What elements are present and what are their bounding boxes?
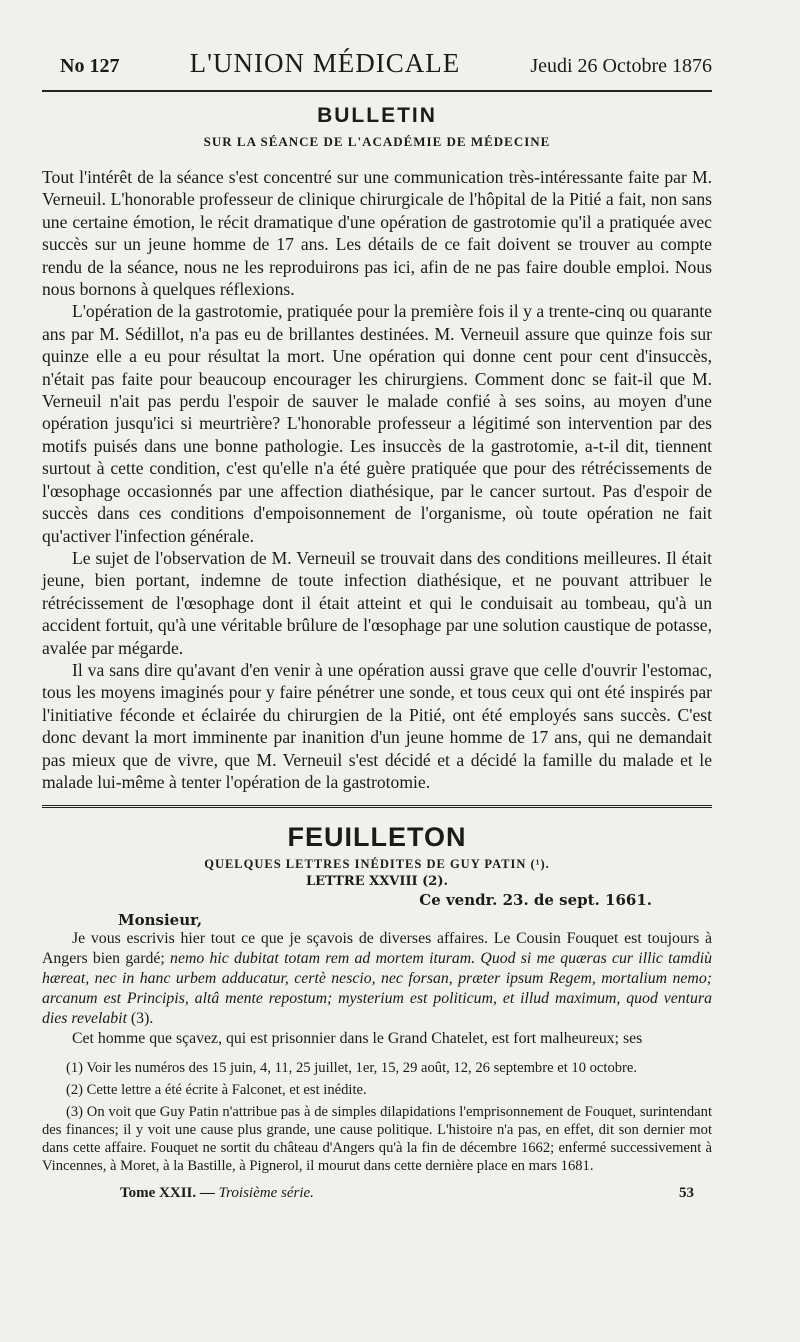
footnotes — [42, 1059, 712, 1175]
series: Troisième série. — [218, 1185, 314, 1202]
footnote: (2) Cette lettre a été écrite à Falconet, et est inédite. — [66, 1082, 367, 1099]
volume-info — [120, 1185, 314, 1202]
page-footer — [42, 1185, 712, 1202]
letter-body — [42, 929, 712, 1049]
letter-number: LETTRE XXVIII (2). — [305, 874, 449, 890]
journal-title: L'UNION MÉDICALE — [189, 48, 461, 78]
issue-date: Jeudi 26 Octobre 1876 — [530, 55, 712, 77]
feuilleton-title: FEUILLETON — [287, 822, 467, 853]
letter-salutation: Monsieur, — [118, 911, 203, 930]
letter-paragraph — [42, 929, 712, 1029]
tome: Tome XXII. — — [120, 1185, 215, 1202]
letter-date: Ce vendr. 23. de sept. 1661. — [419, 891, 652, 910]
bulletin-paragraph: Le sujet de l'observation de M. Verneuil se trouvait dans des conditions meilleures. Il était jeune, bien portant, indemne de toute infection diathésique, et ne pouvant attribuer le rétrécissement de l'œsophage dont il était atteint et qui le conduisait au tombeau, qu'à un accident fortuit, qu'à une véritable brûlure de l'œsophage par une solution caustique de potasse, avalée par mégarde. — [42, 547, 712, 658]
bulletin-title: BULLETIN — [317, 104, 437, 127]
feuilleton-subtitle: QUELQUES LETTRES INÉDITES DE GUY PATIN (¹). — [204, 857, 550, 872]
section-divider — [42, 805, 712, 808]
bulletin-paragraph: L'opération de la gastrotomie, pratiquée pour la première fois il y a trente-cinq ou quarante ans par M. Sédillot, n'a pas eu de brillantes destinées. M. Verneuil assure que quinze fois sur quinze elle a eu pour résultat la mort. Une opération qui donne cent pour cent d'insuccès, n'était pas faite pour beaucoup encourager les chirurgiens. Comment donc se fait-il que M. Verneuil n'ait pas perdu l'espoir de sauver le malade confié à ses soins, au moyen d'une opération jusqu'ici si meurtrière? L'honorable professeur a légitimé son intervention par des motifs puisés dans une bonne pathologie. Les insuccès de la gastrotomie, a-t-il dit, tiennent surtout à cette condition, c'est qu'elle n'a été guère pratiquée que pour des rétrécissements de l'œsophage occasionnés par une affection diathésique, par le cancer surtout. Pas d'espoir de succès dans ces conditions d'empoisonnement de l'organisme, où toute opération ne fait qu'activer l'infection générale. — [42, 301, 712, 546]
bulletin-paragraph: Tout l'intérêt de la séance s'est concentré sur une communication très-intéressante faite par M. Verneuil. L'honorable professeur de clinique chirurgicale de l'hôpital de la Pitié a fait, non sans une certaine émotion, le récit dramatique d'une opération de gastrotomie qu'il a pratiquée avec succès sur un jeune homme de 17 ans. Les détails de ce fait doivent se trouver au compte rendu de la séance, nous ne les reproduirons pas ici, afin de ne pas faire double emploi. Nous nous bornons à quelques réflexions. — [42, 167, 712, 300]
footnote: (3) On voit que Guy Patin n'attribue pas à de simples dilapidations l'emprisonnement de Fouquet, surintendant des finances; il y voit une cause plus grande, une cause politique. L'histoire n'a pas, en effet, dit son dernier mot dans cette affaire. Fouquet ne sortit du château d'Angers qu'à la fin de décembre 1662; enfermé successivement à Vincennes, à Moret, à la Bastille, à Pignerol, il mourut dans cette dernière place en mars 1681. — [42, 1104, 712, 1175]
letter-text: Je vous escrivis hier tout ce que je sçavois de diverses affaires. Le Cousin Fouquet est toujours à Angers bien gardé; — [42, 930, 712, 968]
issue-number: No 127 — [60, 55, 120, 77]
note-ref: (3). — [126, 1010, 154, 1028]
bulletin-subtitle: SUR LA SÉANCE DE L'ACADÉMIE DE MÉDECINE — [203, 134, 551, 149]
bulletin-body — [42, 166, 712, 793]
bulletin-paragraph: Il va sans dire qu'avant d'en venir à une opération aussi grave que celle d'ouvrir l'estomac, tous les moyens imaginés pour y faire pénétrer une sonde, et tous ceux qui ont été inspirés par l'initiative féconde et éclairée du chirurgien de la Pitié, ont été employés sans succès. C'est donc devant la mort imminente par inanition d'un jeune homme de 17 ans, qui ne demandait pas mieux que de vivre, que M. Verneuil s'est décidé et a décidé la famille du malade et le malade lui-même à tenter l'opération de la gastrotomie. — [42, 659, 712, 792]
latin-quote: nemo hic dubitat totam rem ad mortem ituram. Quod si me quæras cur illic tamdiù hæreat, nec in hanc urbem adducatur, certè nescio, nec forsan, præter ipsum Regem, mortalium nemo; arcanum est Principis, altâ mente repostum; mysterium est politicum, et illud maximum, quod ventura dies revelabit — [42, 950, 712, 1028]
letter-paragraph: Cet homme que sçavez, qui est prisonnier dans le Grand Chatelet, est fort malheureux; ses — [72, 1030, 643, 1048]
page-number: 53 — [679, 1185, 694, 1202]
header-rule — [42, 90, 712, 92]
page-header — [42, 48, 712, 88]
footnote: (1) Voir les numéros des 15 juin, 4, 11, 25 juillet, 1er, 15, 29 août, 12, 26 septembre et 10 octobre. — [66, 1060, 638, 1077]
